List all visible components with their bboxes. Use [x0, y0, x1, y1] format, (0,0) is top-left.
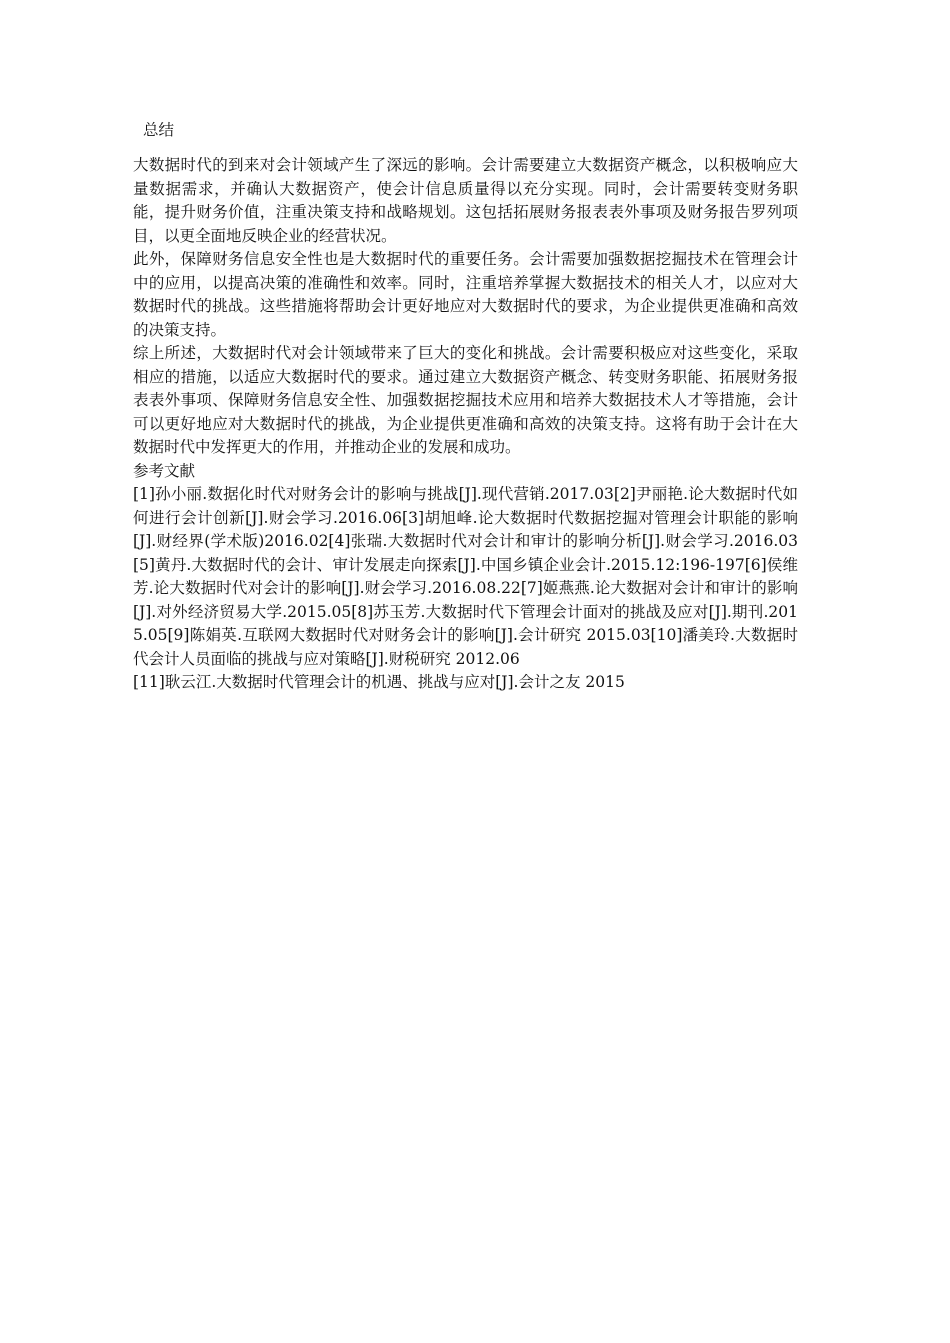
section-heading-summary: 总结 [143, 121, 175, 139]
summary-paragraph-3: 综上所述，大数据时代对会计领域带来了巨大的变化和挑战。会计需要积极应对这些变化，采取相应的措施，以适应大数据时代的要求。通过建立大数据资产概念、转变财务职能、拓展财务报表表外事项、保障财务信息安全性、加强数据挖掘技术应用和培养大数据技术人才等措施，会计可以更好地应对大数据时代的挑战，为企业提供更准确和高效的决策支持。这将有助于会计在大数据时代中发挥更大的作用，并推动企业的发展和成功。 [133, 344, 798, 456]
reference-item-11: [11]耿云江.大数据时代管理会计的机遇、挑战与应对[J].会计之友 2015 [133, 673, 625, 691]
references-heading: 参考文献 [133, 461, 196, 480]
references-list: [1]孙小丽.数据化时代对财务会计的影响与挑战[J].现代营销.2017.03[2]尹丽艳.论大数据时代如何进行会计创新[J].财会学习.2016.06[3]胡旭峰.论大数据时代数据挖掘对管理会计职能的影响[J].财经界(学术版)2016.02[4]张瑞.大数据时代对会计和审计的影响分析[J].财会学习.2016.03[5]黄丹.大数据时代的会计、审计发展走向探索[J].中国乡镇企业会计.2015.12:196-197[6]侯维芳.论大数据时代对会计的影响[J].财会学习.2016.08.22[7]姬燕燕.论大数据对会计和审计的影响[J].对外经济贸易大学.2015.05[8]苏玉芳.大数据时代下管理会计面对的挑战及应对[J].期刊.2015.05[9]陈娟英.互联网大数据时代对财务会计的影响[J].会计研究 2015.03[10]潘美玲.大数据时代会计人员面临的挑战与应对策略[J].财税研究 2012.06 [133, 485, 798, 668]
summary-paragraph-2: 此外，保障财务信息安全性也是大数据时代的重要任务。会计需要加强数据挖掘技术在管理会计中的应用，以提高决策的准确性和效率。同时，注重培养掌握大数据技术的相关人才，以应对大数据时代的挑战。这些措施将帮助会计更好地应对大数据时代的要求，为企业提供更准确和高效的决策支持。 [133, 250, 798, 339]
document-page [133, 118, 798, 695]
summary-paragraph-1: 大数据时代的到来对会计领域产生了深远的影响。会计需要建立大数据资产概念，以积极响应大量数据需求，并确认大数据资产，使会计信息质量得以充分实现。同时，会计需要转变财务职能，提升财务价值，注重决策支持和战略规划。这包括拓展财务报表表外事项及财务报告罗列项目，以更全面地反映企业的经营状况。 [133, 156, 798, 245]
